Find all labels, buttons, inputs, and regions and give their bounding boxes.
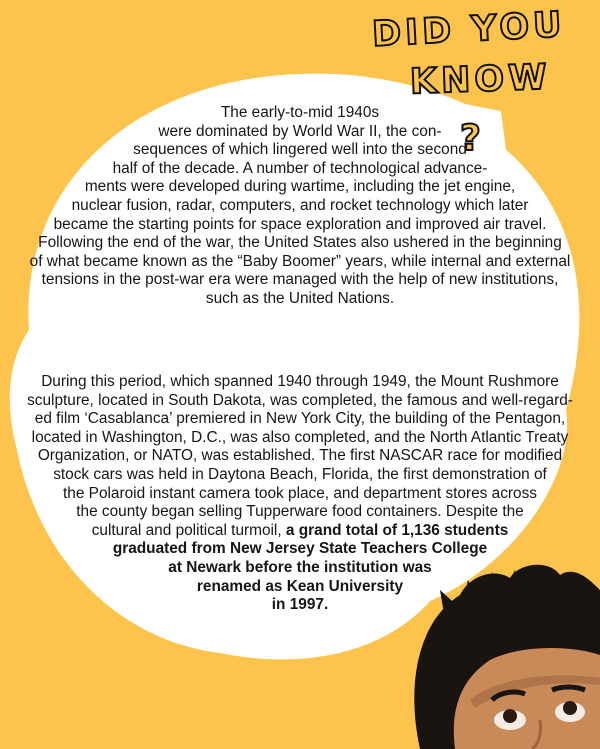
text-line: nuclear fusion, radar, computers, and rocket technology which later xyxy=(71,196,529,214)
text-line: stock cars was held in Daytona Beach, Florida, the first demonstration of xyxy=(53,465,547,483)
question-mark: ? xyxy=(460,118,481,159)
text-line: were dominated by World War II, the con- xyxy=(158,122,442,140)
text-line: became the starting points for space exploration and improved air travel. xyxy=(53,215,547,233)
text-line: Following the end of the war, the United States also ushered in the beginning xyxy=(38,234,562,252)
text-line: the county began selling Tupperware food containers. Despite the xyxy=(76,503,524,521)
text-line: such as the United Nations. xyxy=(205,289,395,307)
person-looking-up-image xyxy=(400,560,600,749)
text-line: the Polaroid instant camera took place, and department stores across xyxy=(63,484,537,502)
text-line: half of the decade. A number of technological advance- xyxy=(112,159,488,177)
text-line-bold: at Newark before the institution was xyxy=(168,558,432,576)
headline-line-2: KNOW xyxy=(409,57,552,103)
text-normal: cultural and political turmoil, xyxy=(91,521,286,539)
text-line: sculpture, located in South Dakota, was completed, the famous and well-regard- xyxy=(27,391,573,409)
text-line: The early-to-mid 1940s xyxy=(220,104,380,121)
headline-line-1: DID YOU xyxy=(371,4,567,56)
text-bold: a grand total of 1,136 students xyxy=(285,521,509,539)
text-line: tensions in the post-war era were managed with the help of new institutions, xyxy=(41,271,559,289)
text-line: located in Washington, D.C., was also completed, and the North Atlantic Treaty xyxy=(31,428,569,446)
text-line: of what became known as the “Baby Boomer” years, while internal and external xyxy=(29,252,571,270)
text-line xyxy=(0,522,600,541)
text-line: During this period, which spanned 1940 through 1949, the Mount Rushmore xyxy=(41,373,559,390)
text-line: sequences of which lingered well into the second xyxy=(133,141,467,159)
text-line-bold: in 1997. xyxy=(271,596,329,614)
text-line: Organization, or NATO, was established. The first NASCAR race for modified xyxy=(37,447,563,465)
text-line-bold: graduated from New Jersey State Teachers College xyxy=(112,540,488,558)
intro-paragraph xyxy=(0,104,600,309)
text-line: ments were developed during wartime, including the jet engine, xyxy=(84,178,516,196)
text-line-bold: renamed as Kean University xyxy=(196,577,404,595)
text-line: ed film ‘Casablanca’ premiered in New York City, the building of the Pentagon, xyxy=(34,410,566,428)
